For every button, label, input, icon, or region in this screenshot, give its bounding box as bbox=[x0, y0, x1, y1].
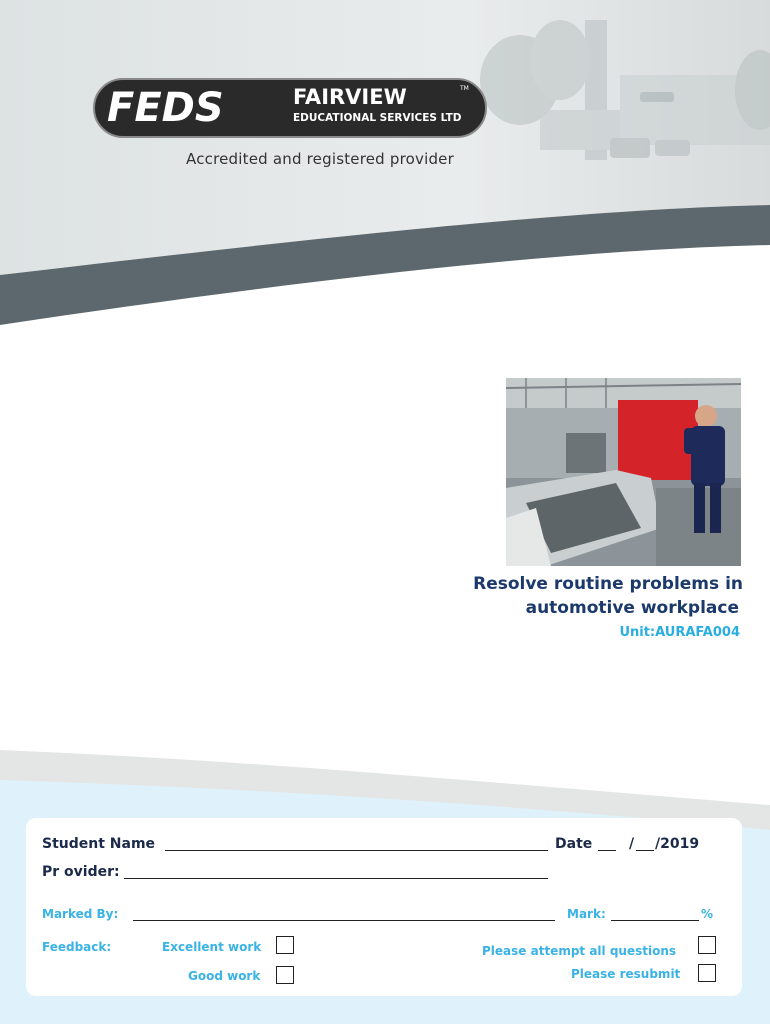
provider-field[interactable] bbox=[124, 878, 548, 879]
logo-fairview-text: FAIRVIEW bbox=[293, 85, 407, 109]
mark-label: Mark: bbox=[567, 907, 606, 921]
date-separator: / bbox=[629, 836, 635, 852]
date-label: Date bbox=[555, 836, 593, 852]
logo-subtitle-text: EDUCATIONAL SERVICES LTD bbox=[293, 112, 462, 124]
attempt-all-questions-label: Please attempt all questions bbox=[482, 944, 677, 958]
excellent-work-label: Excellent work bbox=[162, 940, 262, 954]
student-name-label: Student Name bbox=[42, 836, 156, 852]
workshop-photo bbox=[506, 378, 741, 566]
feds-fairview-logo bbox=[93, 78, 487, 138]
please-resubmit-checkbox[interactable] bbox=[698, 964, 716, 982]
feedback-label: Feedback: bbox=[42, 940, 112, 954]
mark-field[interactable] bbox=[611, 920, 699, 921]
course-title bbox=[440, 572, 743, 620]
tagline: Accredited and registered provider bbox=[186, 150, 454, 168]
course-title-line-1: Resolve routine problems in bbox=[473, 574, 743, 594]
logo-tm-text: TM bbox=[460, 85, 469, 92]
good-work-label: Good work bbox=[188, 969, 261, 983]
marked-by-field[interactable] bbox=[133, 920, 555, 921]
date-day-field[interactable] bbox=[598, 850, 616, 851]
mark-percent: % bbox=[701, 907, 714, 921]
please-resubmit-label: Please resubmit bbox=[571, 967, 681, 981]
student-name-field[interactable] bbox=[165, 850, 548, 851]
marked-by-label: Marked By: bbox=[42, 907, 119, 921]
good-work-checkbox[interactable] bbox=[276, 966, 294, 984]
unit-code: Unit:AURAFA004 bbox=[619, 625, 740, 640]
logo-feds-text: FEDS bbox=[107, 85, 224, 131]
attempt-all-questions-checkbox[interactable] bbox=[698, 936, 716, 954]
excellent-work-checkbox[interactable] bbox=[276, 936, 294, 954]
date-month-field[interactable] bbox=[636, 850, 654, 851]
date-year: /2019 bbox=[655, 836, 700, 852]
course-title-line-2: automotive workplace bbox=[525, 598, 739, 618]
provider-label: Pr ovider: bbox=[42, 864, 120, 880]
